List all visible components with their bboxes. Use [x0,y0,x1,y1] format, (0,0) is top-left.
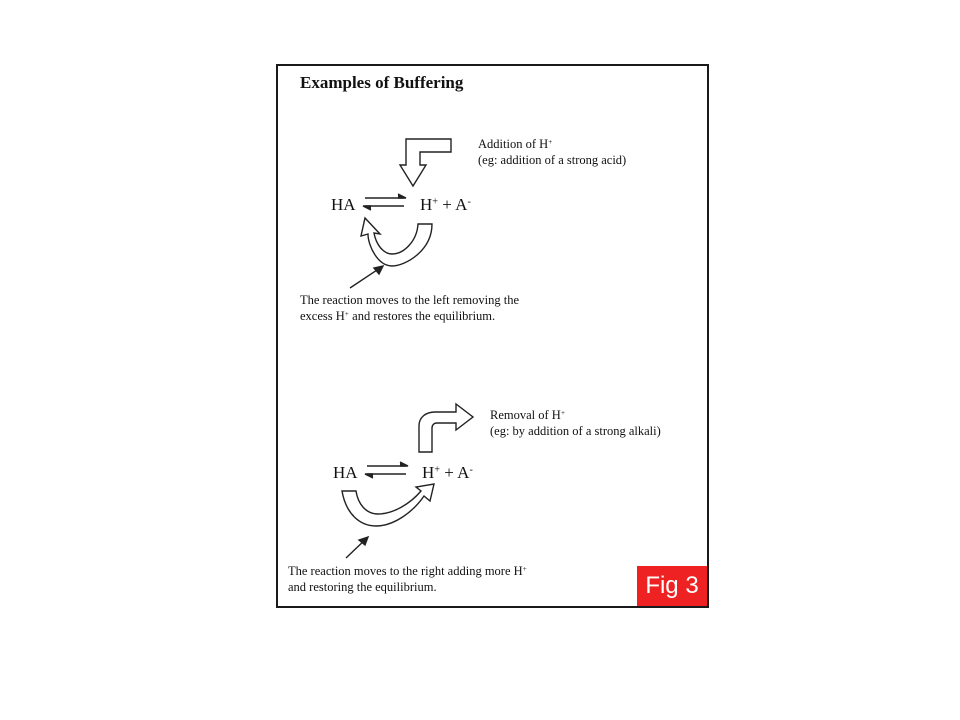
removal-annotation-line2: (eg: by addition of a strong alkali) [490,424,661,438]
removal-annotation-line1: Removal of H+ [490,407,566,422]
bottom-equation-products: H+ + A- [422,463,473,482]
top-caption-line2: excess H+ and restores the equilibrium. [300,308,496,323]
top-equation-reactant: HA [331,195,356,214]
addition-annotation-line2: (eg: addition of a strong acid) [478,153,627,167]
top-caption-line1: The reaction moves to the left removing the [300,293,520,307]
figure-number-badge: Fig 3 [637,566,707,606]
addition-hollow-arrow-icon [400,139,451,186]
buffering-figure [276,64,709,608]
addition-annotation-line1: Addition of H+ [478,136,553,151]
bottom-equation-reactant: HA [333,463,358,482]
bottom-caption-line1: The reaction moves to the right adding more H+ [288,563,527,578]
top-pointer-arrow-icon [350,266,383,288]
top-equation-products: H+ + A- [420,195,471,214]
figure-title: Examples of Buffering [300,73,464,92]
removal-hollow-arrow-icon [419,404,473,452]
shift-left-curved-arrow-icon [361,218,432,266]
bottom-caption-line2: and restoring the equilibrium. [288,580,437,594]
equilibrium-arrows-bottom-icon [365,462,408,478]
shift-right-curved-arrow-icon [342,484,434,526]
equilibrium-arrows-icon [363,194,406,210]
bottom-pointer-arrow-icon [346,537,368,558]
